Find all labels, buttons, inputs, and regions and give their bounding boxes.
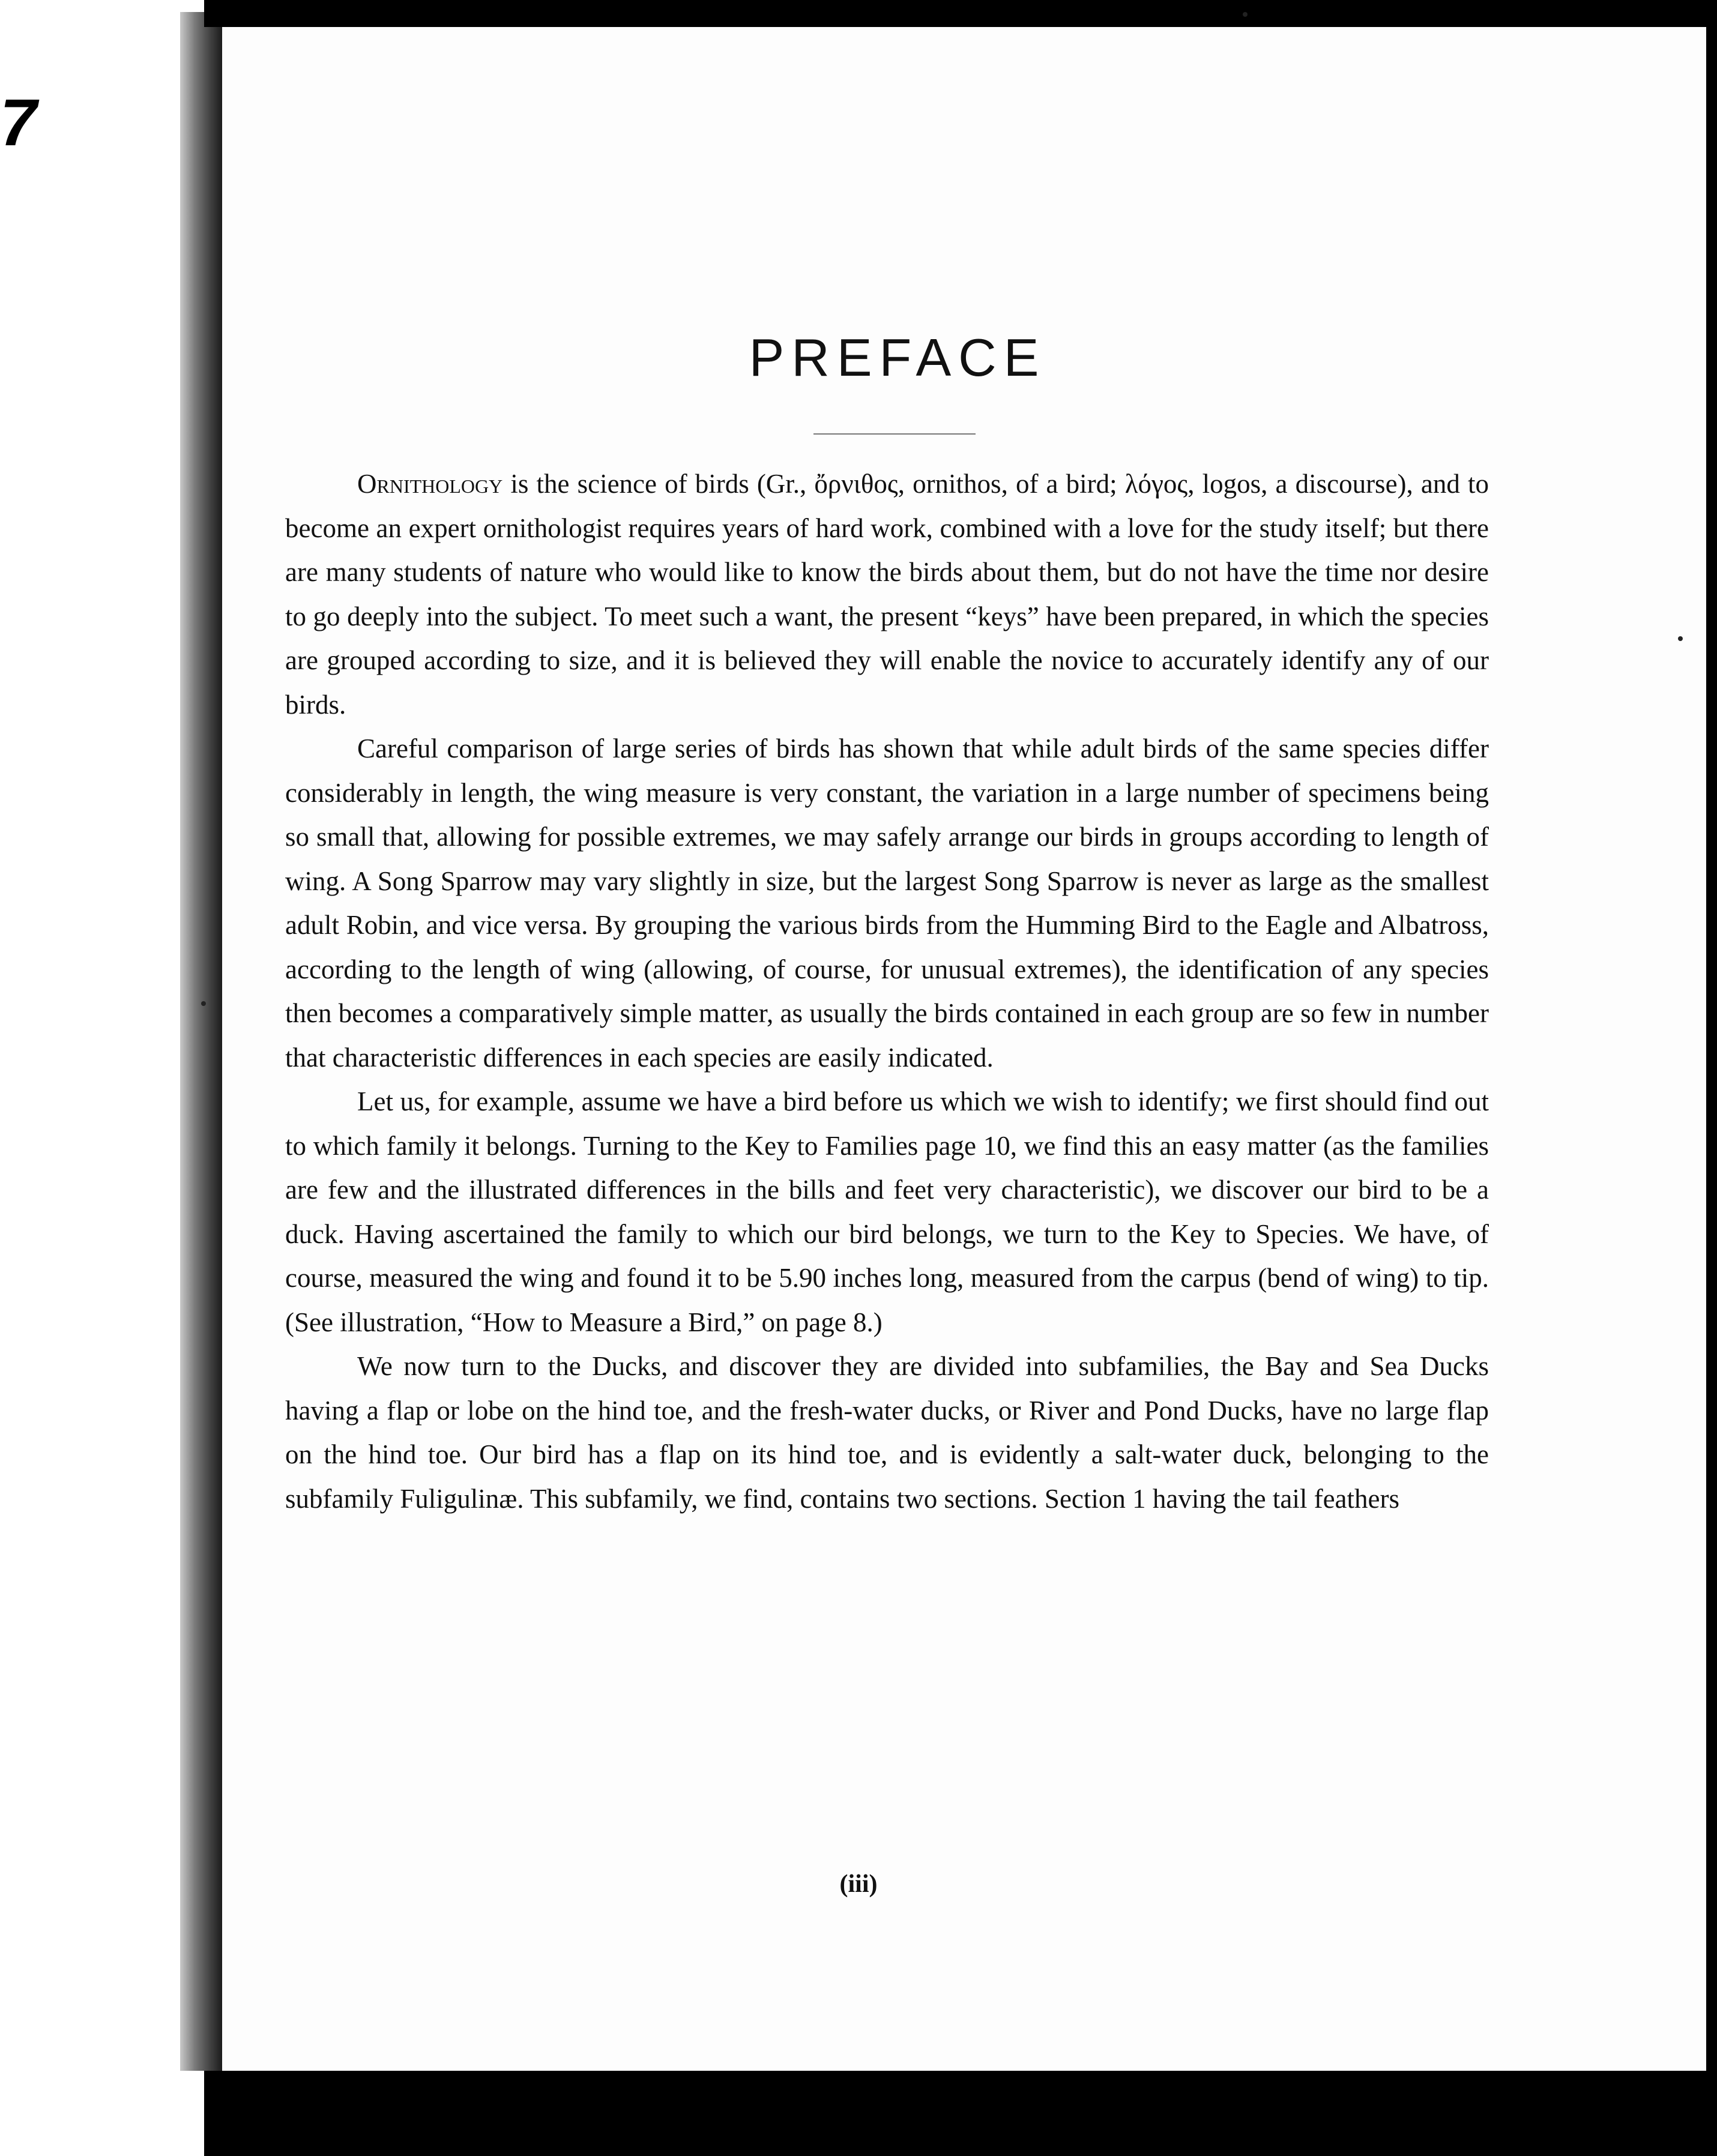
paragraph-3: Let us, for example, assume we have a bird before us which we wish to identify; we first should find out to which family it belongs. Turning to the Key to Families page 10, we find this an easy matter (as the families are few and the illustrated differences in the bills and feet very characteristic), we discover our bird to be a duck. Having ascertained the family to which our bird belongs, we turn to the Key to Species. We have, of course, measured the wing and found it to be 5.90 inches long, measured from the carpus (bend of wing) to tip. (See illustration, “How to Measure a Bird,” on page 8.) <box>285 1086 1489 1337</box>
scan-speck <box>1243 12 1248 17</box>
scan-border-top <box>204 0 1717 27</box>
scan-border-bottom <box>204 2071 1717 2156</box>
facing-page-edge <box>0 0 180 2156</box>
page-title: PREFACE <box>749 328 1046 387</box>
body-text <box>285 462 1489 1521</box>
scan-speck <box>201 1001 206 1006</box>
paragraph-1-text: is the science of birds (Gr., ὄρνιθος, ornithos, of a bird; λόγος, logos, a discourse), and to become an expert ornithologist requires years of hard work, combined with a love for the study itself; but there are many students of nature who would like to know the birds about them, but do not have the time nor desire to go deeply into the subject. To meet such a want, the present “keys” have been prepared, in which the species are grouped according to size, and it is believed they will enable the novice to accurately identify any of our birds. <box>285 469 1489 720</box>
book-binding-shadow <box>180 12 222 2071</box>
paragraph-4: We now turn to the Ducks, and discover they are divided into subfamilies, the Bay and Sea Ducks having a flap or lobe on the hind toe, and the fresh-water ducks, or River and Pond Ducks, have no large flap on the hind toe. Our bird has a flap on its hind toe, and is evidently a salt-water duck, belonging to the subfamily Fuligulinæ. This subfamily, we find, contains two sections. Section 1 having the tail feathers <box>285 1351 1489 1514</box>
paragraph-1 <box>285 462 1489 727</box>
paragraph-2: Careful comparison of large series of birds has shown that while adult birds of the same species differ considerably in length, the wing measure is very constant, the variation in a large number of specimens being so small that, allowing for possible extremes, we may safely arrange our birds in groups according to length of wing. A Song Sparrow may vary slightly in size, but the largest Song Sparrow is never as large as the smallest adult Robin, and vice versa. By grouping the various birds from the Humming Bird to the Eagle and Albatross, according to the length of wing (allowing, of course, for unusual extremes), the identification of any species then becomes a comparatively simple matter, as usually the birds contained in each group are so few in number that characteristic differences in each species are easily indicated. <box>285 733 1489 1073</box>
paragraph-lead: Ornithology <box>357 469 503 499</box>
scan-border-right <box>1706 0 1717 2156</box>
facing-page-number: 7 <box>0 86 37 160</box>
title-rule <box>813 433 976 435</box>
scan-speck <box>1678 636 1683 641</box>
page-folio: (iii) <box>839 1870 878 1898</box>
